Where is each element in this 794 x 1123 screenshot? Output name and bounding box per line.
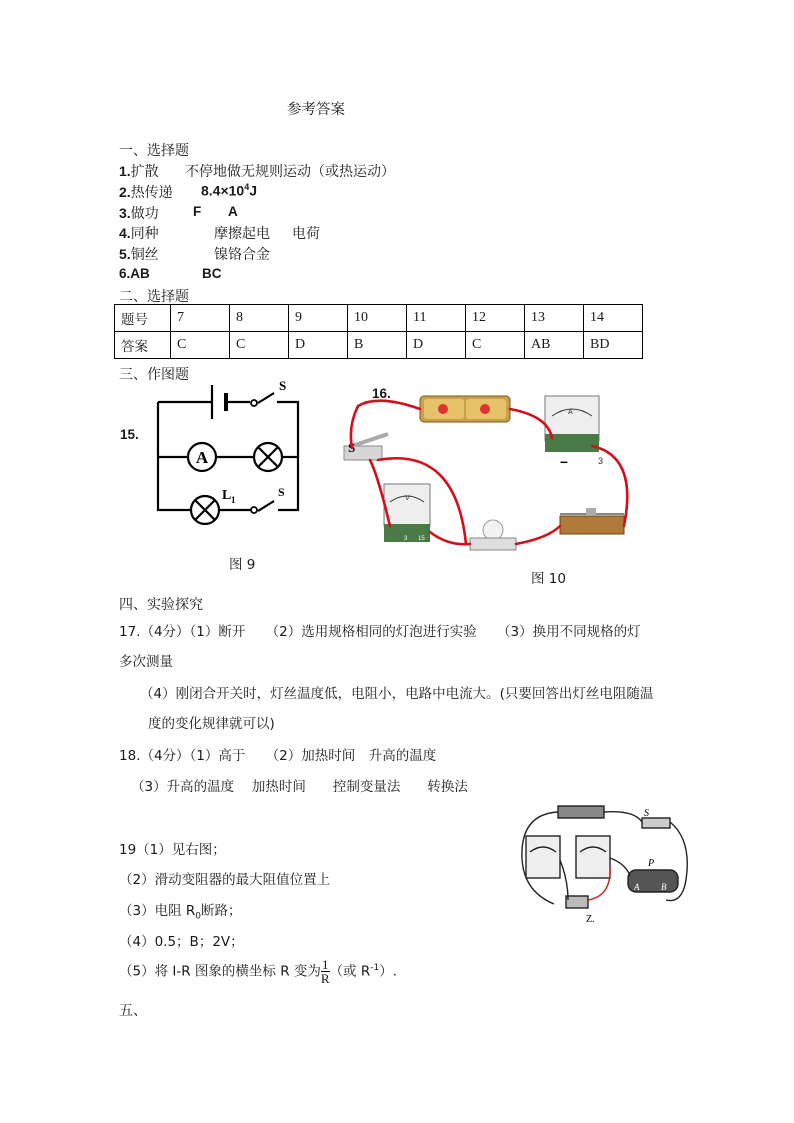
q3-number: 3. bbox=[119, 205, 131, 221]
q2-answer-1: 热传递 bbox=[130, 185, 173, 201]
section-2-heading: 二、选择题 bbox=[119, 289, 189, 305]
answer-q1 bbox=[119, 161, 159, 181]
ammeter-terminal-label: 3 bbox=[598, 456, 604, 466]
table-cell: 13 bbox=[525, 305, 584, 332]
section-4-heading: 四、实验探究 bbox=[119, 597, 203, 613]
table-cell: C bbox=[230, 332, 289, 359]
q6-answer-1: AB bbox=[130, 266, 150, 281]
meter-image-2 bbox=[576, 836, 610, 878]
switch-s-label-q19: S bbox=[644, 808, 649, 819]
q19-part-5-a: （5）将 I-R 图象的横坐标 R 变为 bbox=[119, 963, 321, 980]
q19-part-5-c: ）. bbox=[379, 963, 397, 980]
terminal-a-label: A bbox=[634, 882, 640, 892]
experiment-photo-q19 bbox=[516, 800, 691, 925]
table-cell: 14 bbox=[584, 305, 643, 332]
section-1-heading: 一、选择题 bbox=[119, 143, 189, 159]
svg-text:A: A bbox=[568, 409, 573, 416]
q19-part-5 bbox=[119, 958, 397, 985]
table-cell: 12 bbox=[466, 305, 525, 332]
q1-answer-2: 不停地做无规则运动（或热运动） bbox=[185, 164, 395, 180]
page-title: 参考答案 bbox=[287, 102, 345, 118]
svg-text:V: V bbox=[405, 495, 410, 502]
q2-answer-2 bbox=[201, 182, 257, 199]
meter-image-1 bbox=[526, 836, 560, 878]
fraction-1-over-r bbox=[321, 958, 330, 985]
circuit-photo-fig10 bbox=[338, 386, 636, 566]
slider-p-label: P bbox=[648, 858, 655, 869]
label-z: Z. bbox=[586, 914, 595, 925]
table-cell: 11 bbox=[407, 305, 466, 332]
table-cell: B bbox=[348, 332, 407, 359]
q2-number: 2. bbox=[119, 184, 131, 200]
q4-answer-3: 电荷 bbox=[292, 226, 320, 242]
ammeter-minus-label: – bbox=[560, 453, 568, 469]
table-row-answers bbox=[115, 332, 643, 359]
q4-answer-1: 同种 bbox=[130, 226, 159, 242]
section-3-heading: 三、作图题 bbox=[119, 367, 189, 383]
q19-part-4: （4）0.5；B；2V； bbox=[119, 934, 244, 950]
table-cell: 题号 bbox=[115, 305, 171, 332]
q2-value-base: 8.4×10 bbox=[201, 182, 245, 199]
q17-line-4: 度的变化规律就可以) bbox=[148, 716, 275, 732]
q3-answer-2: F bbox=[193, 204, 202, 219]
q3-answer-3: A bbox=[228, 204, 238, 219]
section-5-heading: 五、 bbox=[119, 1003, 147, 1019]
q18-line-1: 18.（4分）（1）高于 （2）加热时间 升高的温度 bbox=[119, 748, 437, 764]
voltmeter-image bbox=[384, 484, 430, 542]
ammeter-image bbox=[545, 396, 599, 452]
battery-pack-image bbox=[420, 396, 510, 422]
table-cell: 答案 bbox=[115, 332, 171, 359]
answer-q4 bbox=[119, 223, 159, 243]
q19-part-3-sub: 0 bbox=[195, 911, 201, 922]
answer-q6 bbox=[119, 266, 150, 281]
table-cell: AB bbox=[525, 332, 584, 359]
q17-line-1: 17.（4分）（1）断开 （2）选用规格相同的灯泡进行实验 （3）换用不同规格的灯 bbox=[119, 624, 641, 640]
switch-s2-label: S bbox=[278, 485, 285, 499]
answer-q5 bbox=[119, 244, 159, 264]
q19-part-3-a: （3）电阻 R bbox=[119, 903, 196, 919]
answer-q3 bbox=[119, 203, 159, 223]
lamp-l1-label: L bbox=[222, 488, 232, 503]
q17-line-2: 多次测量 bbox=[119, 654, 173, 670]
q19-part-5-sup: -1 bbox=[370, 963, 380, 973]
figure-10-caption: 图 10 bbox=[531, 571, 566, 587]
switch-s-label: S bbox=[279, 378, 287, 393]
lamp-l1-subscript: 1 bbox=[231, 495, 236, 505]
q2-value-unit: J bbox=[249, 182, 258, 199]
table-cell: C bbox=[466, 332, 525, 359]
q5-answer-1: 铜丝 bbox=[130, 247, 159, 263]
q18-line-2: （3）升高的温度 加热时间 控制变量法 转换法 bbox=[131, 779, 468, 795]
table-cell: C bbox=[171, 332, 230, 359]
table-cell: BD bbox=[584, 332, 643, 359]
q3-answer-1: 做功 bbox=[130, 206, 159, 222]
table-cell: D bbox=[289, 332, 348, 359]
bulb-image bbox=[470, 520, 516, 550]
table-cell: D bbox=[407, 332, 466, 359]
q19-part-5-b: （或 R bbox=[329, 963, 371, 980]
q19-part-1: 19（1）见右图； bbox=[119, 842, 226, 858]
svg-text:3: 3 bbox=[404, 536, 408, 542]
answer-table bbox=[114, 304, 643, 359]
table-row-numbers bbox=[115, 305, 643, 332]
resistor-image bbox=[558, 806, 604, 818]
q6-number: 6. bbox=[119, 266, 131, 281]
table-cell: 10 bbox=[348, 305, 407, 332]
figure-9-caption: 图 9 bbox=[229, 557, 256, 573]
fraction-denominator: R bbox=[320, 971, 330, 986]
terminal-b-label: B bbox=[661, 882, 667, 892]
q19-part-2: （2）滑动变阻器的最大阻值位置上 bbox=[119, 872, 331, 888]
ammeter-label: A bbox=[195, 448, 209, 467]
q2-value-exp: 4 bbox=[244, 182, 250, 192]
table-cell: 8 bbox=[230, 305, 289, 332]
q6-answer-2: BC bbox=[202, 266, 222, 281]
q4-number: 4. bbox=[119, 225, 131, 241]
rheostat-image bbox=[560, 508, 624, 534]
answer-q2 bbox=[119, 182, 173, 202]
q5-number: 5. bbox=[119, 246, 131, 262]
switch-s-blade bbox=[258, 393, 274, 403]
q1-number: 1. bbox=[119, 163, 131, 179]
switch-s2-blade bbox=[258, 501, 274, 511]
fraction-numerator: 1 bbox=[321, 957, 329, 972]
svg-text:15: 15 bbox=[418, 536, 425, 542]
switch-label: S bbox=[348, 440, 356, 455]
switch-image-q19 bbox=[642, 818, 670, 828]
circuit-diagram-fig9 bbox=[150, 375, 306, 525]
q19-part-3 bbox=[119, 899, 242, 922]
q4-answer-2: 摩擦起电 bbox=[214, 226, 270, 242]
q19-part-3-b: 断路； bbox=[201, 903, 242, 919]
q1-answer-1: 扩散 bbox=[130, 164, 159, 180]
q5-answer-2: 镍铬合金 bbox=[214, 247, 270, 263]
table-cell: 9 bbox=[289, 305, 348, 332]
q15-number: 15. bbox=[120, 427, 139, 442]
q17-line-3: （4）刚闭合开关时，灯丝温度低，电阻小，电路中电流大。(只要回答出灯丝电阻随温 bbox=[140, 686, 654, 702]
table-cell: 7 bbox=[171, 305, 230, 332]
q16-number: 16. bbox=[372, 386, 391, 401]
